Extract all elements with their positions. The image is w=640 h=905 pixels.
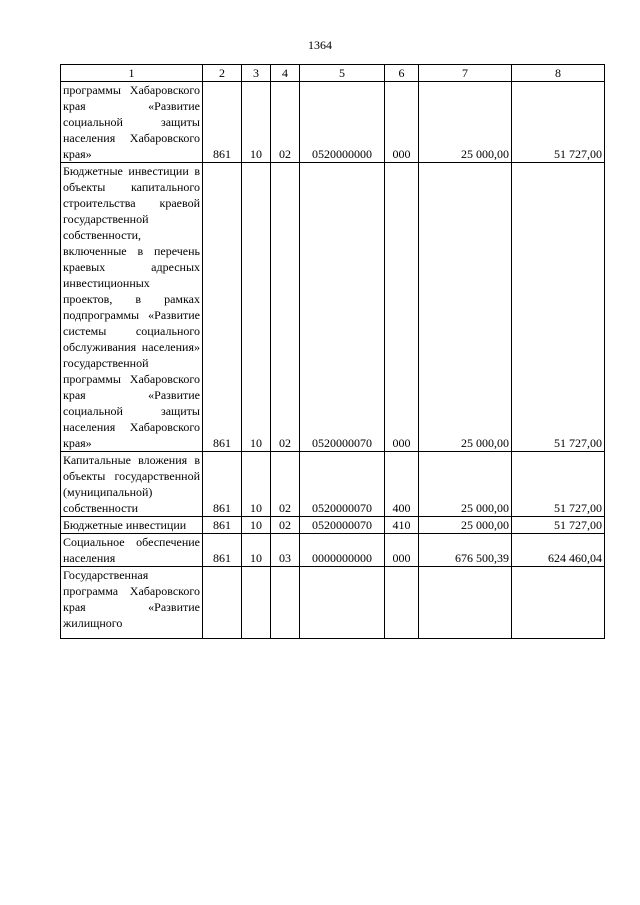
header-col-4: 4 (271, 65, 300, 82)
header-col-2: 2 (203, 65, 242, 82)
header-col-1: 1 (61, 65, 203, 82)
row-section-code: 10 (242, 163, 271, 452)
row-amount-col7: 25 000,00 (419, 452, 512, 517)
row-subsection-code: 02 (271, 82, 300, 163)
row-section-code: 10 (242, 82, 271, 163)
row-expense-type: 400 (385, 452, 419, 517)
row-subsection-code (271, 567, 300, 639)
row-amount-col8: 624 460,04 (512, 534, 605, 567)
row-amount-col7: 25 000,00 (419, 82, 512, 163)
budget-table (60, 64, 605, 639)
row-target-code: 0520000000 (300, 82, 385, 163)
row-ministry-code: 861 (203, 534, 242, 567)
table-row (61, 452, 605, 517)
row-amount-col8: 51 727,00 (512, 163, 605, 452)
table-row (61, 567, 605, 639)
row-amount-col7 (419, 567, 512, 639)
row-amount-col8: 51 727,00 (512, 82, 605, 163)
row-section-code: 10 (242, 517, 271, 534)
row-expense-type: 000 (385, 534, 419, 567)
row-name: программы Хабаровского края «Развитие социальной защиты населения Хабаровского края» (61, 82, 203, 163)
table-row (61, 163, 605, 452)
row-expense-type: 000 (385, 82, 419, 163)
row-subsection-code: 02 (271, 163, 300, 452)
row-expense-type: 410 (385, 517, 419, 534)
row-ministry-code (203, 567, 242, 639)
header-col-5: 5 (300, 65, 385, 82)
row-subsection-code: 02 (271, 452, 300, 517)
header-col-3: 3 (242, 65, 271, 82)
table-row (61, 534, 605, 567)
row-amount-col7: 676 500,39 (419, 534, 512, 567)
row-ministry-code: 861 (203, 82, 242, 163)
row-subsection-code: 03 (271, 534, 300, 567)
header-row (61, 65, 605, 82)
row-subsection-code: 02 (271, 517, 300, 534)
row-target-code: 0000000000 (300, 534, 385, 567)
page-number: 1364 (308, 38, 332, 52)
row-target-code (300, 567, 385, 639)
row-name: Бюджетные инвестиции (61, 517, 203, 534)
row-name: Бюджетные инвестиции в объекты капитального строительства краевой государственной собственности, включенные в перечень краевых адресных инвестиционных проектов, в рамках подпрограммы «Развитие системы социального обслуживания населения» государственной программы Хабаровского края «Развитие социальной защиты населения Хабаровского края» (61, 163, 203, 452)
header-col-6: 6 (385, 65, 419, 82)
row-amount-col8 (512, 567, 605, 639)
table-row (61, 82, 605, 163)
row-section-code: 10 (242, 534, 271, 567)
row-target-code: 0520000070 (300, 163, 385, 452)
row-section-code: 10 (242, 452, 271, 517)
row-amount-col8: 51 727,00 (512, 517, 605, 534)
row-name: Государственная программа Хабаровского края «Развитие жилищного (61, 567, 203, 639)
header-col-8: 8 (512, 65, 605, 82)
row-ministry-code: 861 (203, 517, 242, 534)
row-ministry-code: 861 (203, 163, 242, 452)
row-expense-type (385, 567, 419, 639)
header-col-7: 7 (419, 65, 512, 82)
row-name: Социальное обеспечение населения (61, 534, 203, 567)
row-name: Капитальные вложения в объекты государственной (муниципальной) собственности (61, 452, 203, 517)
row-ministry-code: 861 (203, 452, 242, 517)
table-row (61, 517, 605, 534)
row-section-code (242, 567, 271, 639)
row-amount-col8: 51 727,00 (512, 452, 605, 517)
row-target-code: 0520000070 (300, 452, 385, 517)
row-expense-type: 000 (385, 163, 419, 452)
row-amount-col7: 25 000,00 (419, 517, 512, 534)
row-amount-col7: 25 000,00 (419, 163, 512, 452)
row-target-code: 0520000070 (300, 517, 385, 534)
